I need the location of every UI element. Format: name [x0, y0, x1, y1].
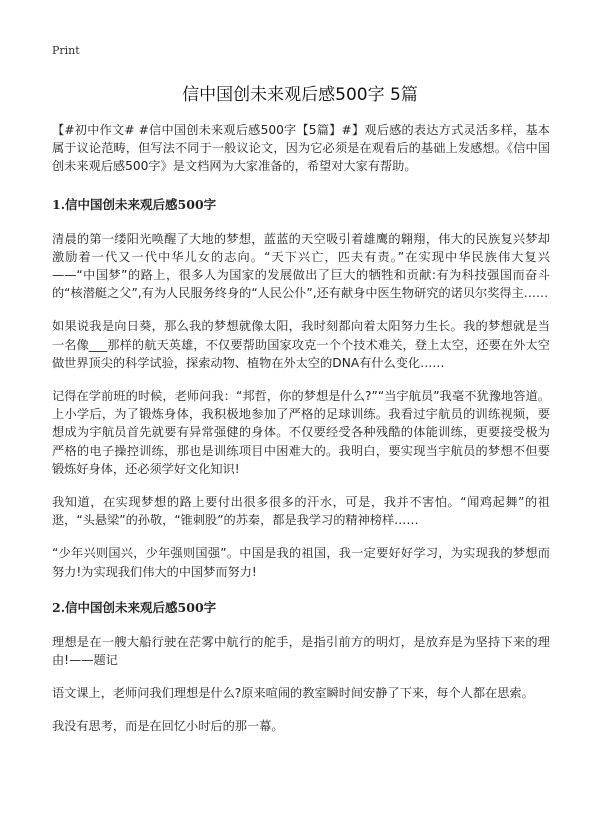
- paragraph: 理想是在一艘大船行驶在茫雾中航行的舵手，是指引前方的明灯，是放弃是为坚持下来的理由!——题记: [52, 634, 550, 668]
- paragraph: 我没有思考，而是在回忆小时后的那一幕。: [52, 719, 284, 734]
- paragraph: 如果说我是向日葵，那么我的梦想就像太阳，我时刻都向着太阳努力生长。我的梦想就是当一名像___那样的航天英雄，不仅要帮助国家攻克一个个技术难关，登上太空，还要在外太空做世界顶尖的科学试验，探索动物、植物在外太空的DNA有什么变化……: [52, 319, 550, 370]
- section-heading: 2.信中国创未来观后感500字: [52, 599, 217, 615]
- paragraph: 语文课上，老师问我们理想是什么?原来喧闹的教室瞬时间安静了下来，每个人都在思索。: [52, 686, 534, 701]
- intro-paragraph: 【#初中作文# #信中国创未来观后感500字【5篇】#】观后感的表达方式灵活多样，基本属于议论范畴，但写法不同于一般议论文，因为它必须是在观看后的基础上发感想。《信中国创未来观后感500字》是文档网为大家准备的，希望对大家有帮助。: [52, 123, 550, 174]
- section-2: [52, 599, 550, 736]
- section-1: [52, 196, 550, 581]
- paragraph: “少年兴则国兴，少年强则国强”。中国是我的祖国，我一定要好好学习，为实现我的梦想而努力!为实现我们伟大的中国梦而努力!: [52, 546, 550, 579]
- document-body: [52, 121, 550, 751]
- paragraph: 记得在学前班的时候，老师问我：“邦哲，你的梦想是什么?”“当宇航员”我毫不犹豫地答道。上小学后，为了锻炼身体，我积极地参加了严格的足球训练。我看过宇航员的训练视频，要想成为宇航员首先就要有异常强健的身体。不仅要经受各种残酷的体能训练，更要接受极为严格的电子操控训练，那也是训练项目中困难大的。我明白，要实现当宇航员的梦想不但要锻炼好身体，还必须学好文化知识!: [52, 389, 550, 476]
- print-label: Print: [52, 44, 80, 57]
- paragraph: 我知道，在实现梦想的路上要付出很多很多的汗水，可是，我并不害怕。“闻鸡起舞”的祖逖，“头悬梁”的孙敬，“锥刺股”的苏秦，都是我学习的精神榜样……: [52, 495, 550, 528]
- section-heading: 1.信中国创未来观后感500字: [52, 196, 217, 212]
- document-title: 信中国创未来观后感500字 5篇: [182, 85, 418, 105]
- paragraph: 清晨的第一缕阳光唤醒了大地的梦想，蓝蓝的天空吸引着雄鹰的翱翔，伟大的民族复兴梦却激励着一代又一代中华儿女的志向。“天下兴亡，匹夫有责。”在实现中华民族伟大复兴——“中国梦”的路上，很多人为国家的发展做出了巨大的牺牲和贡献:有为科技强国而奋斗的“核潜艇之父”,有为人民服务终身的“人民公仆”,还有献身中医生物研究的诺贝尔奖得主……: [52, 231, 550, 301]
